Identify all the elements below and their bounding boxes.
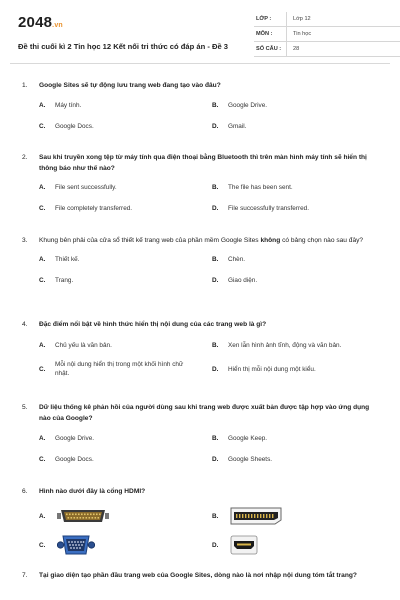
question-stem (22, 235, 378, 246)
question-stem (22, 402, 378, 424)
answer-option[interactable] (39, 455, 212, 464)
question-number: 2. (22, 154, 28, 161)
exam-meta-table (254, 12, 400, 57)
meta-value: Tin học (286, 27, 311, 41)
answer-letter: B. (212, 512, 219, 520)
answer-text: Hiển thị mỗi nội dung một kiểu. (228, 365, 316, 373)
answer-letter: B. (212, 102, 219, 109)
document-title: Đề thi cuối kì 2 Tin học 12 Kết nối tri thức có đáp án - Đề 3 (18, 42, 229, 51)
answer-letter: D. (212, 205, 219, 212)
answer-option[interactable] (212, 533, 385, 557)
question-text: Tại giao diện tạo phần đầu trang web của Google Sites, dòng nào là nơi nhập nội dung tóm tắt trang? (39, 572, 357, 579)
answer-text: Google Sheets. (228, 456, 273, 463)
answer-text: Thiết kế. (55, 256, 80, 263)
question-number: 4. (22, 321, 28, 328)
answer-option[interactable] (39, 122, 212, 131)
answer-option[interactable] (39, 204, 212, 213)
answer-options (39, 434, 378, 464)
meta-value: 28 (286, 42, 299, 56)
document-header (18, 12, 384, 60)
meta-label: MÔN : (256, 31, 273, 37)
answer-letter: C. (39, 541, 46, 549)
answer-text: Trang. (55, 277, 74, 284)
answer-option[interactable] (39, 341, 212, 350)
answer-text: Chèn. (228, 256, 246, 263)
answer-letter: A. (39, 512, 46, 520)
meta-row-question-count (254, 42, 400, 57)
answer-option[interactable] (39, 505, 212, 527)
answer-option[interactable] (212, 455, 385, 464)
logo-suffix: .vn (52, 22, 63, 29)
answer-options (39, 183, 378, 213)
answer-text: File sent successfully. (55, 184, 117, 191)
answer-letter: B. (212, 184, 219, 191)
answer-option[interactable] (212, 360, 385, 378)
answer-letter: D. (212, 456, 219, 463)
question-number: 6. (22, 488, 28, 495)
meta-row-subject (254, 27, 400, 42)
question-4 (22, 319, 378, 378)
displayport-connector-icon (230, 507, 282, 525)
question-text: Hình nào dưới đây là cổng HDMI? (39, 488, 146, 495)
question-5 (22, 402, 378, 464)
answer-option[interactable] (39, 533, 212, 557)
question-2 (22, 152, 378, 213)
answer-options (39, 255, 378, 285)
question-stem (22, 319, 378, 330)
answer-text: Google Drive. (55, 435, 95, 442)
question-text-part: có bảng chọn nào sau đây? (282, 237, 364, 244)
question-number: 1. (22, 82, 28, 89)
answer-letter: D. (212, 123, 219, 130)
answer-option[interactable] (39, 255, 212, 264)
answer-text: Google Docs. (55, 123, 94, 130)
answer-options (39, 505, 378, 557)
answer-letter: D. (212, 541, 219, 549)
answer-letter: B. (212, 435, 219, 442)
answer-text: Chủ yếu là văn bản. (55, 342, 112, 349)
answer-text: File completely transferred. (55, 205, 133, 212)
logo-text: 2048 (18, 14, 53, 31)
answer-text: Mỗi nội dung hiển thị trong một khối hình chữ nhật. (55, 361, 184, 377)
answer-option[interactable] (212, 183, 385, 192)
answer-text: The file has been sent. (228, 184, 293, 191)
question-3 (22, 235, 378, 285)
answer-text: Google Drive. (228, 102, 268, 109)
question-6 (22, 486, 378, 557)
answer-option[interactable] (39, 276, 212, 285)
db25-parallel-connector-icon (57, 508, 109, 524)
meta-label: LỚP : (256, 16, 272, 22)
meta-row-class (254, 12, 400, 27)
answer-option[interactable] (212, 101, 385, 110)
answer-options (39, 341, 378, 378)
answer-option[interactable] (39, 434, 212, 443)
question-stem (22, 80, 378, 91)
question-number: 7. (22, 572, 28, 579)
answer-option[interactable] (212, 276, 385, 285)
hdmi-connector-icon (230, 535, 258, 555)
answer-letter: C. (39, 277, 46, 284)
header-divider (10, 63, 390, 64)
answer-letter: B. (212, 342, 219, 349)
vga-connector-icon (57, 535, 95, 555)
answer-letter: A. (39, 102, 46, 109)
question-number: 5. (22, 404, 28, 411)
question-text-emphasis: không (260, 237, 281, 244)
question-text: Google Sites sẽ tự động lưu trang web đang tạo vào đâu? (39, 82, 221, 89)
answer-text: Google Docs. (55, 456, 94, 463)
answer-text: Máy tính. (55, 102, 82, 109)
meta-value: Lớp 12 (286, 12, 311, 26)
question-text: Sau khi truyền xong tệp từ máy tính qua điện thoại bằng Bluetooth thì trên màn hình máy tính sẽ hiển thị thông báo như thế nào? (39, 154, 367, 172)
answer-letter: C. (39, 123, 46, 130)
answer-option[interactable] (212, 341, 385, 350)
question-stem (22, 152, 378, 174)
answer-option[interactable] (212, 204, 385, 213)
answer-text: Gmail. (228, 123, 247, 130)
answer-letter: A. (39, 435, 46, 442)
answer-letter: C. (39, 205, 46, 212)
answer-text: Google Keep. (228, 435, 268, 442)
question-text: Đặc điểm nổi bật về hình thức hiển thị nội dung của các trang web là gì? (39, 321, 267, 328)
answer-letter: B. (212, 256, 219, 263)
answer-text: Giao diện. (228, 277, 258, 284)
answer-letter: C. (39, 365, 46, 373)
answer-option[interactable] (39, 101, 212, 110)
site-logo[interactable] (18, 14, 63, 31)
answer-option[interactable] (39, 183, 212, 192)
answer-option[interactable] (212, 434, 385, 443)
question-text: Dữ liệu thống kê phản hồi của người dùng sau khi trang web được xuất bản được tập hợp vào ứng dụng nào của Google? (39, 404, 370, 422)
question-text (39, 235, 363, 246)
answer-letter: D. (212, 365, 219, 373)
answer-text: File successfully transferred. (228, 205, 309, 212)
answer-letter: D. (212, 277, 219, 284)
answer-letter: A. (39, 256, 46, 263)
answer-option[interactable] (39, 360, 212, 378)
answer-option[interactable] (212, 122, 385, 131)
meta-label: SỐ CÂU : (256, 46, 282, 52)
question-number: 3. (22, 237, 28, 244)
answer-letter: C. (39, 456, 46, 463)
answer-text: Xen lẫn hình ảnh tĩnh, động và văn bản. (228, 342, 342, 349)
question-stem (22, 486, 378, 497)
question-1 (22, 80, 378, 131)
answer-letter: A. (39, 342, 46, 349)
answer-letter: A. (39, 184, 46, 191)
question-7 (22, 570, 378, 581)
answer-option[interactable] (212, 255, 385, 264)
answer-option[interactable] (212, 505, 385, 527)
question-text-part: Khung bên phải của cửa sổ thiết kế trang web của phần mềm Google Sites (39, 237, 259, 244)
question-stem (22, 570, 378, 581)
answer-options (39, 101, 378, 131)
